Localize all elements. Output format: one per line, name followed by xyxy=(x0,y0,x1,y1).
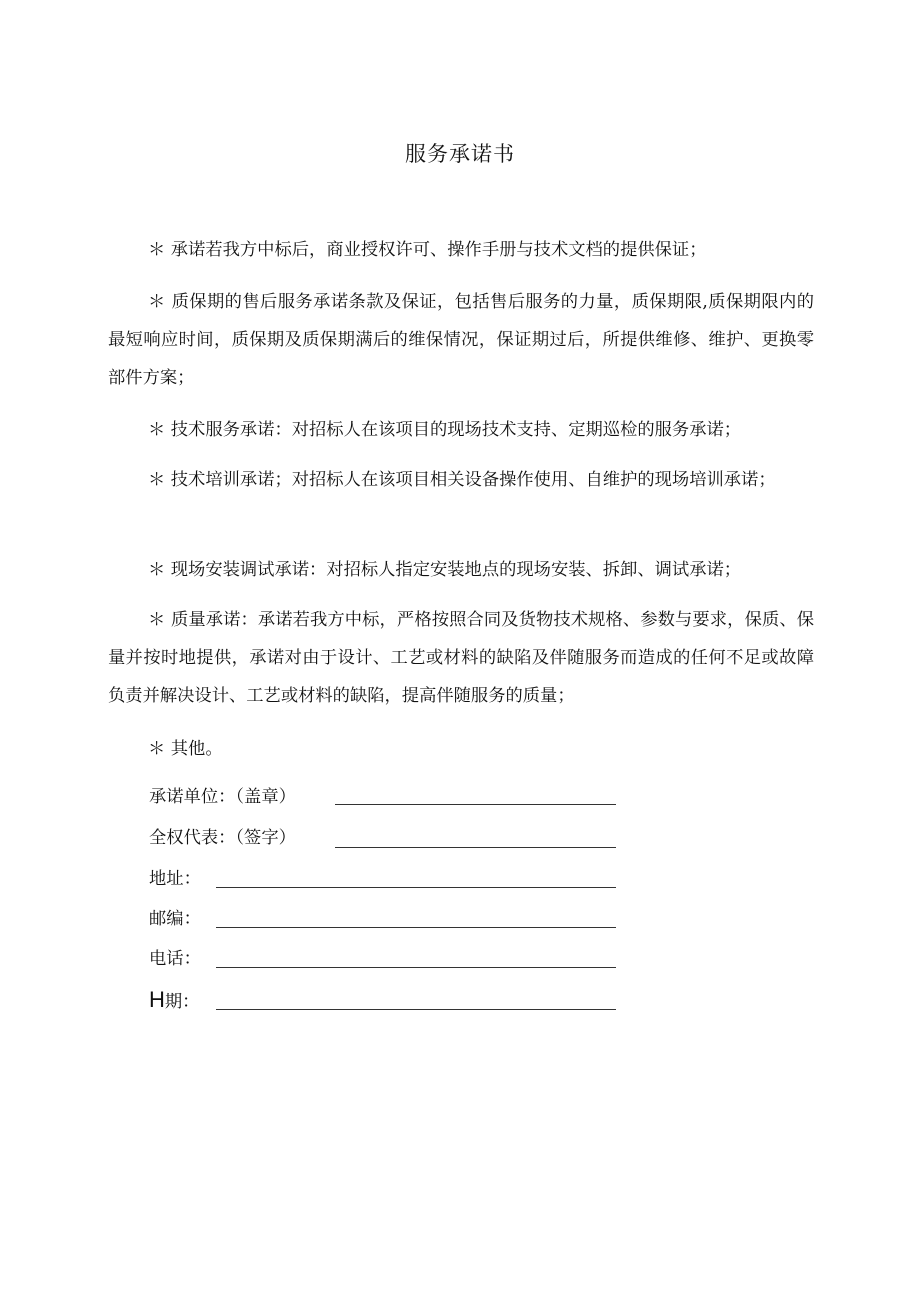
phone-line[interactable] xyxy=(216,967,616,968)
representative-label: 全权代表：（签字） xyxy=(149,828,296,848)
address-line[interactable] xyxy=(216,887,616,888)
page-title: 服务承诺书 xyxy=(405,142,515,166)
unit-label: 承诺单位：（盖章） xyxy=(149,787,296,807)
commitment-paragraph: ＊ 技术服务承诺：对招标人在该项目的现场技术支持、定期巡检的服务承诺； xyxy=(148,420,742,440)
phone-label: 电话： xyxy=(149,949,201,969)
date-label-h: H xyxy=(149,987,165,1012)
date-line[interactable] xyxy=(216,1009,616,1010)
commitment-paragraph: ＊ 现场安装调试承诺：对招标人指定安装地点的现场安装、拆卸、调试承诺； xyxy=(148,560,742,580)
representative-signature-line[interactable] xyxy=(335,847,616,848)
unit-signature-line[interactable] xyxy=(335,804,616,805)
commitment-paragraph: ＊ 其他。 xyxy=(148,739,223,759)
commitment-paragraph: ＊ 承诺若我方中标后，商业授权许可、操作手册与技术文档的提供保证； xyxy=(148,240,707,260)
commitment-paragraph: ＊ 技术培训承诺；对招标人在该项目相关设备操作使用、自维护的现场培训承诺； xyxy=(148,470,776,490)
date-label-rest: 期： xyxy=(164,992,200,1012)
address-label: 地址： xyxy=(149,869,201,889)
date-label xyxy=(149,987,199,1013)
commitment-paragraph: ＊ 质量承诺：承诺若我方中标，严格按照合同及货物技术规格、参数与要求，保质、保量并按时地提供，承诺对由于设计、工艺或材料的缺陷及伴随服务而造成的任何不足或故障负责并解决设计、工艺或材料的缺陷，提高伴随服务的质量； xyxy=(108,610,814,706)
commitment-paragraph: ＊ 质保期的售后服务承诺条款及保证，包括售后服务的力量，质保期限,质保期限内的最短响应时间，质保期及质保期满后的维保情况，保证期过后，所提供维修、维护、更换零部件方案； xyxy=(108,292,814,388)
postcode-label: 邮编： xyxy=(149,909,201,929)
postcode-line[interactable] xyxy=(216,927,616,928)
